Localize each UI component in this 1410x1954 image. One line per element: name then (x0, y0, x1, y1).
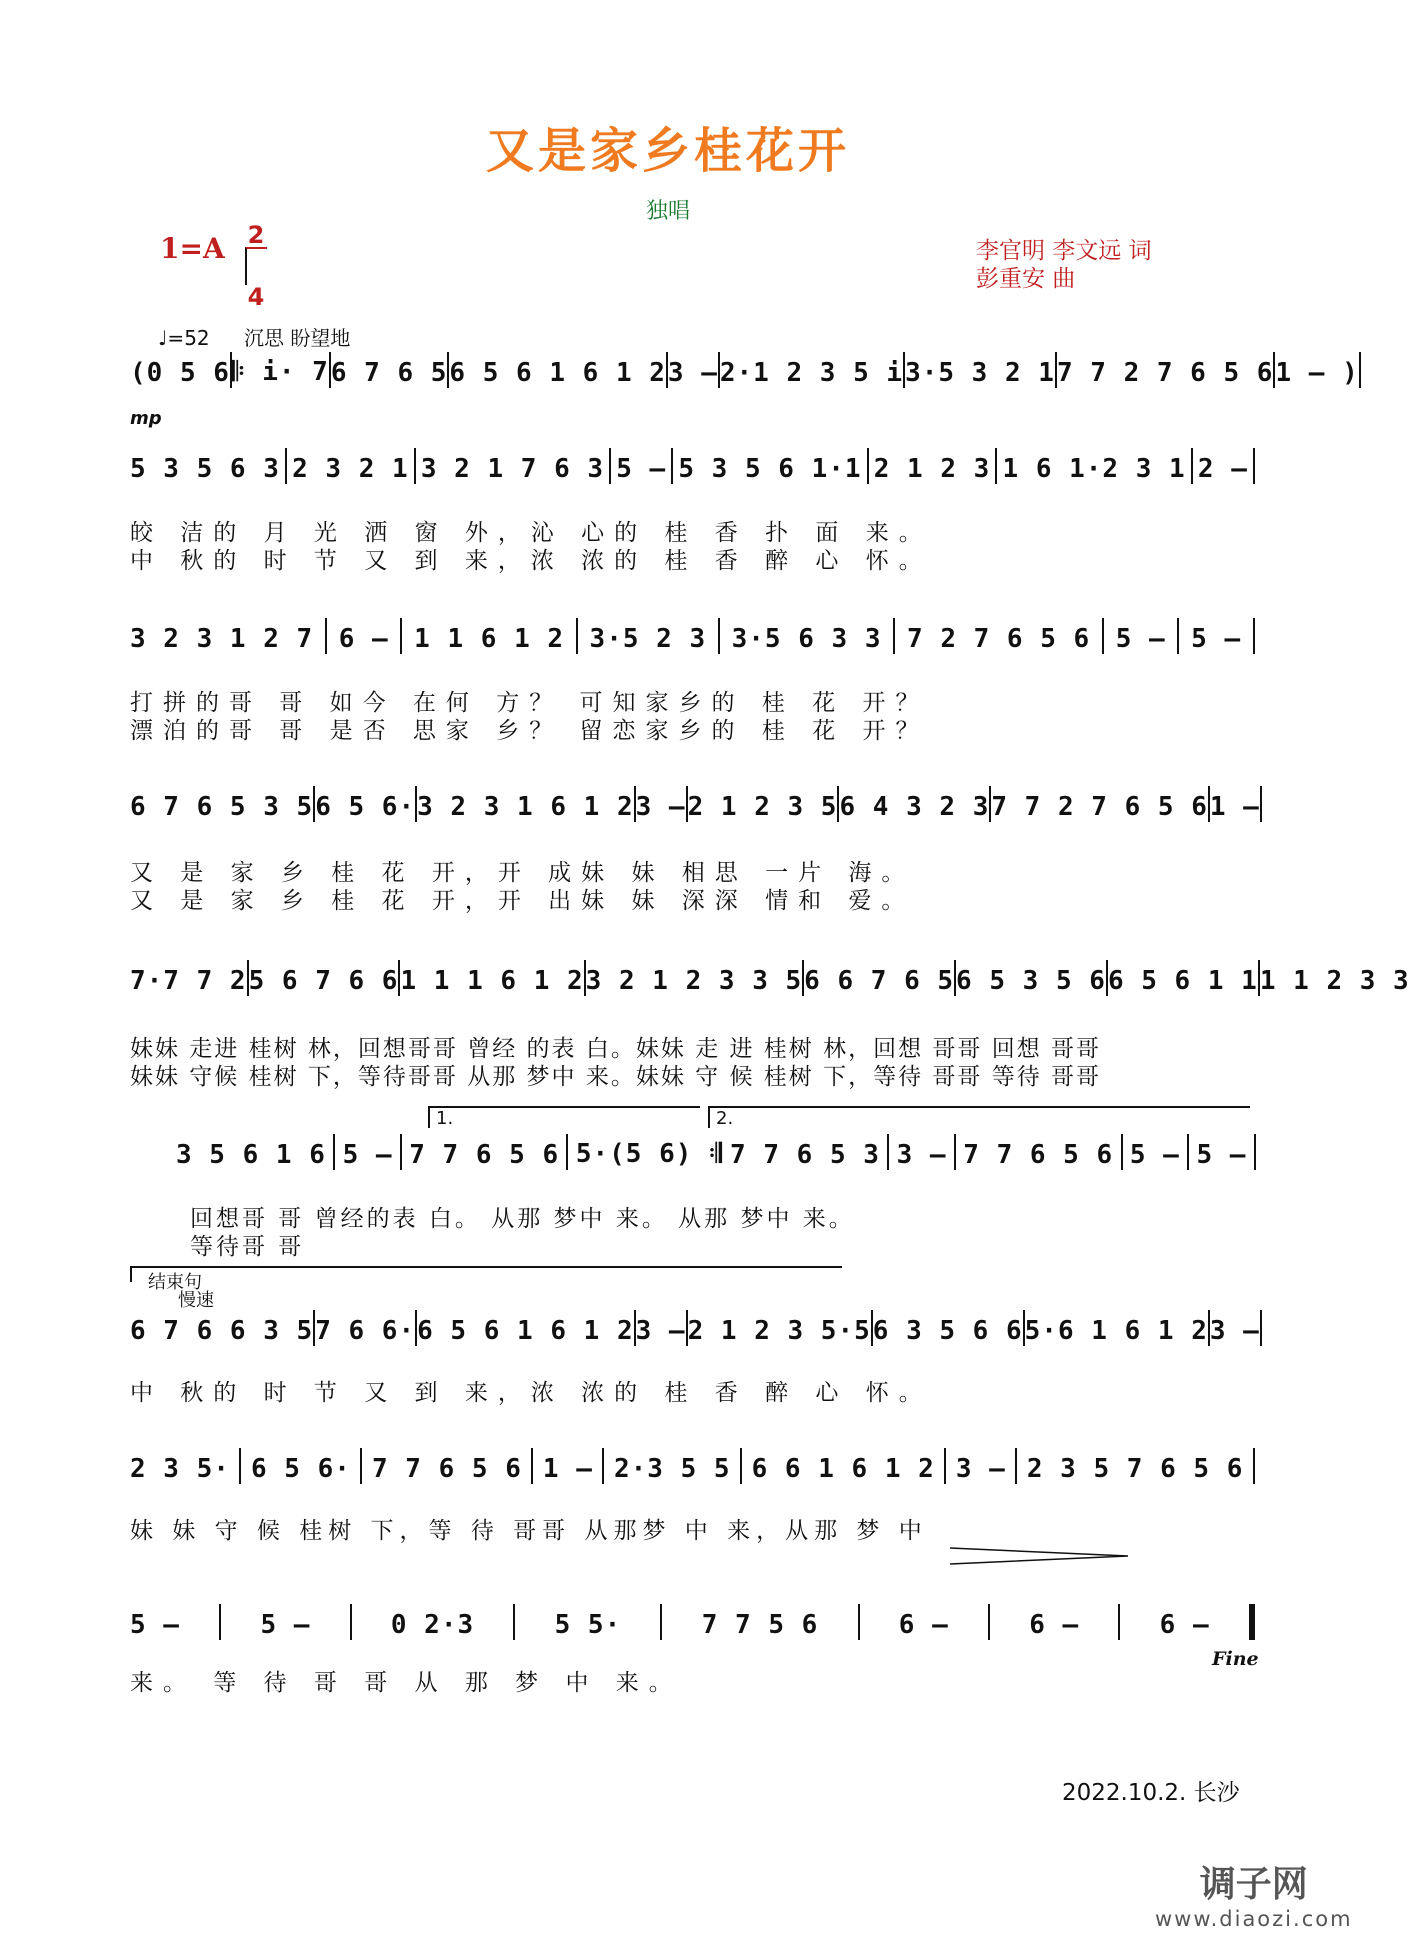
measure: 7 2 7 6 5 6 (907, 624, 1091, 654)
measure: 3 – (667, 358, 718, 388)
measure: 1 – ) (1275, 358, 1359, 388)
lyrics-verse-1: 中 秋的 时 节 又 到 来，浓 浓的 桂 香 醉 心 怀。 (130, 1380, 932, 1406)
measure: 3·5 2 3 (589, 624, 707, 654)
lyrics-verse-2: 妹妹 守候 桂树 下，等待哥哥 从那 梦中 来。妹妹 守 候 桂树 下，等待 哥哥 等待 哥哥 (130, 1064, 1102, 1090)
measure: 5 – (130, 1610, 180, 1640)
measure: 6 – (898, 1610, 949, 1640)
expression-text: 沉思 盼望地 (244, 326, 351, 350)
measure: 6 5 6 1 6 1 2 (449, 358, 666, 388)
site-logo: 调子网 (1199, 1864, 1308, 1905)
measure: 3 – (896, 1140, 947, 1170)
measure: 2 1 2 3 (873, 454, 991, 484)
measure: 3 – (635, 1316, 686, 1346)
score-system-2 (130, 448, 1255, 484)
score-system-1 (130, 352, 1359, 388)
measure: 𝄆 i· 7 (231, 357, 329, 387)
measure: 1 6 1·2 3 1 (1002, 454, 1186, 484)
measure: 6 7 6 6 3 5 (130, 1316, 314, 1346)
measure: 7 7 5 6 (701, 1610, 819, 1640)
lyrics-verse-2: 中 秋的 时 节 又 到 来，浓 浓的 桂 香 醉 心 怀。 (130, 548, 932, 574)
measure: 2 1 2 3 5·5 (687, 1316, 871, 1346)
lyrics-verse-1: 打拼的哥 哥 如今 在何 方？ 可知家乡的 桂 花 开？ (130, 690, 929, 716)
tempo-change: 慢速 (178, 1290, 214, 1311)
lyrics-verse-2: 漂泊的哥 哥 是否 思家 乡？ 留恋家乡的 桂 花 开？ (130, 718, 929, 744)
lyrics-verse-1: 来。 等 待 哥 哥 从 那 梦 中 来。 (130, 1670, 682, 1696)
measure: 6 – (1029, 1610, 1080, 1640)
tempo-bpm: ♩=52 (158, 326, 210, 350)
measure: 7 7 2 7 6 5 6 (991, 792, 1208, 822)
site-watermark (1155, 1856, 1353, 1931)
measure: 2 – (1197, 454, 1248, 484)
site-url: www.diaozi.com (1155, 1907, 1353, 1931)
measure: 3·5 3 2 1 (905, 358, 1055, 388)
measure: 3 2 1 7 6 3 (420, 454, 605, 484)
measure: 6 7 6 5 3 5 (130, 792, 314, 822)
time-numerator: 2 (247, 221, 265, 249)
lyrics-verse-2: 等待哥 哥 (190, 1234, 305, 1260)
measure: 7 7 6 5 6 (409, 1140, 560, 1170)
measure: 5 – (1191, 624, 1242, 654)
measure: 1 1 1 6 1 2 (400, 966, 584, 996)
measure: 7 7 6 5 3 (730, 1140, 880, 1170)
measure: 2·3 5 5 (613, 1454, 731, 1484)
measure: 1 1 6 1 2 (414, 624, 565, 654)
key-signature: 1=A (160, 232, 225, 265)
song-subtitle: 独唱 (645, 199, 690, 224)
lyrics-verse-1: 皎 洁的 月 光 洒 窗 外，沁 心的 桂 香 扑 面 来。 (130, 520, 932, 546)
measure: 6 5 6 1 6 1 2 (417, 1316, 634, 1346)
volta-number: 2. (716, 1108, 734, 1129)
time-signature (245, 221, 267, 311)
lyrics-verse-1: 回想哥 哥 曾经的表 白。 从那 梦中 来。 从那 梦中 来。 (190, 1206, 855, 1232)
measure: 3 2 1 2 3 3 5 (585, 966, 803, 996)
measure: 6 6 7 6 5 (804, 966, 955, 996)
measure: 6 6 1 6 1 2 (751, 1454, 935, 1484)
lyrics-verse-1: 又 是 家 乡 桂 花 开，开 成妹 妹 相思 一片 海。 (130, 860, 915, 886)
score-system-9 (130, 1604, 1255, 1640)
measure: 6 5 6 1 1 (1107, 966, 1258, 996)
volta-number: 1. (436, 1108, 454, 1129)
measure: 2 1 2 3 5 (687, 792, 838, 822)
measure: 7 7 6 5 6 (371, 1454, 522, 1484)
measure: 7 7 2 7 6 5 6 (1056, 358, 1274, 388)
crescendo-hairpin (950, 1546, 1130, 1566)
measure: 1 – (542, 1454, 593, 1484)
measure: 5 3 5 6 1·1 (678, 454, 862, 484)
measure: 5 – (1196, 1140, 1247, 1170)
measure: 6 3 5 6 6 (872, 1316, 1023, 1346)
measure: 3 2 3 1 2 7 (130, 624, 314, 654)
measure: 6 5 6· (250, 1454, 351, 1484)
measure: 5 – (1115, 624, 1166, 654)
measure: 7 7 6 5 6 (963, 1140, 1114, 1170)
fine-marking: Fine (1212, 1648, 1259, 1670)
measure: 3 2 3 1 6 1 2 (417, 792, 634, 822)
measure: 3·5 6 3 3 (731, 624, 882, 654)
composer-credit: 彭重安 曲 (976, 266, 1076, 292)
section-label: 结束句 (148, 1272, 202, 1293)
measure: 2 3 5 7 6 5 6 (1026, 1454, 1244, 1484)
lyrics-verse-1: 妹 妹 守 候 桂树 下，等 待 哥哥 从那梦 中 来，从那 梦 中 (130, 1518, 928, 1544)
score-system-5 (130, 960, 1410, 996)
measure: 6 5 6· (315, 792, 416, 822)
score-system-8 (130, 1448, 1255, 1484)
time-denominator: 4 (247, 283, 265, 311)
measure: 3 5 6 1 6 (176, 1140, 326, 1170)
measure: 6 – (338, 624, 389, 654)
measure: 5·(5 6) 𝄇 (575, 1139, 723, 1169)
measure: 3 – (955, 1454, 1006, 1484)
measure: 2 3 5· (130, 1454, 230, 1484)
score-system-6 (176, 1134, 1256, 1170)
measure: 1 – (1209, 792, 1260, 822)
volta-bracket-2 (708, 1106, 1250, 1128)
lyricist-credit: 李官明 李文远 词 (976, 238, 1152, 264)
song-title: 又是家乡桂花开 (485, 123, 850, 179)
measure: 5 6 7 6 6 (248, 966, 399, 996)
measure: 5 – (616, 454, 667, 484)
measure: (0 5 6 (130, 358, 230, 388)
measure: 5·6 1 6 1 2 (1024, 1316, 1208, 1346)
measure: 0 2·3 (390, 1610, 475, 1640)
coda-bracket (130, 1266, 842, 1282)
measure: 6 5 3 5 6 (956, 966, 1106, 996)
volta-bracket-1 (428, 1106, 700, 1128)
measure: 5 – (1129, 1140, 1180, 1170)
measure: 5 – (260, 1610, 311, 1640)
measure: 5 3 5 6 3 (130, 454, 280, 484)
measure: 3 – (635, 792, 686, 822)
lyrics-verse-2: 又 是 家 乡 桂 花 开，开 出妹 妹 深深 情和 爱。 (130, 888, 915, 914)
measure: 2 3 2 1 (292, 454, 409, 484)
score-system-3 (130, 618, 1255, 654)
measure: 7 6 6· (315, 1316, 416, 1346)
measure: 6 – (1159, 1610, 1210, 1640)
measure: 3 – (1209, 1316, 1260, 1346)
measure: 5 5· (554, 1610, 622, 1640)
tempo-marking (158, 322, 350, 351)
measure: 7·7 7 2 (130, 966, 247, 996)
measure: 6 4 3 2 3 (839, 792, 990, 822)
composition-date: 2022.10.2. 长沙 (1062, 1780, 1240, 1806)
score-system-7 (130, 1310, 1260, 1346)
score-system-4 (130, 786, 1260, 822)
measure: 2·1 2 3 5 i (719, 358, 904, 388)
lyrics-verse-1: 妹妹 走进 桂树 林，回想哥哥 曾经 的表 白。妹妹 走 进 桂树 林，回想 哥哥 回想 哥哥 (130, 1036, 1102, 1062)
measure: 1 1 2 3 3 (1259, 966, 1410, 996)
dynamic-mark: mp (130, 408, 162, 429)
final-barline (1249, 1604, 1255, 1640)
measure: 5 – (342, 1140, 393, 1170)
measure: 6 7 6 5 (330, 358, 448, 388)
